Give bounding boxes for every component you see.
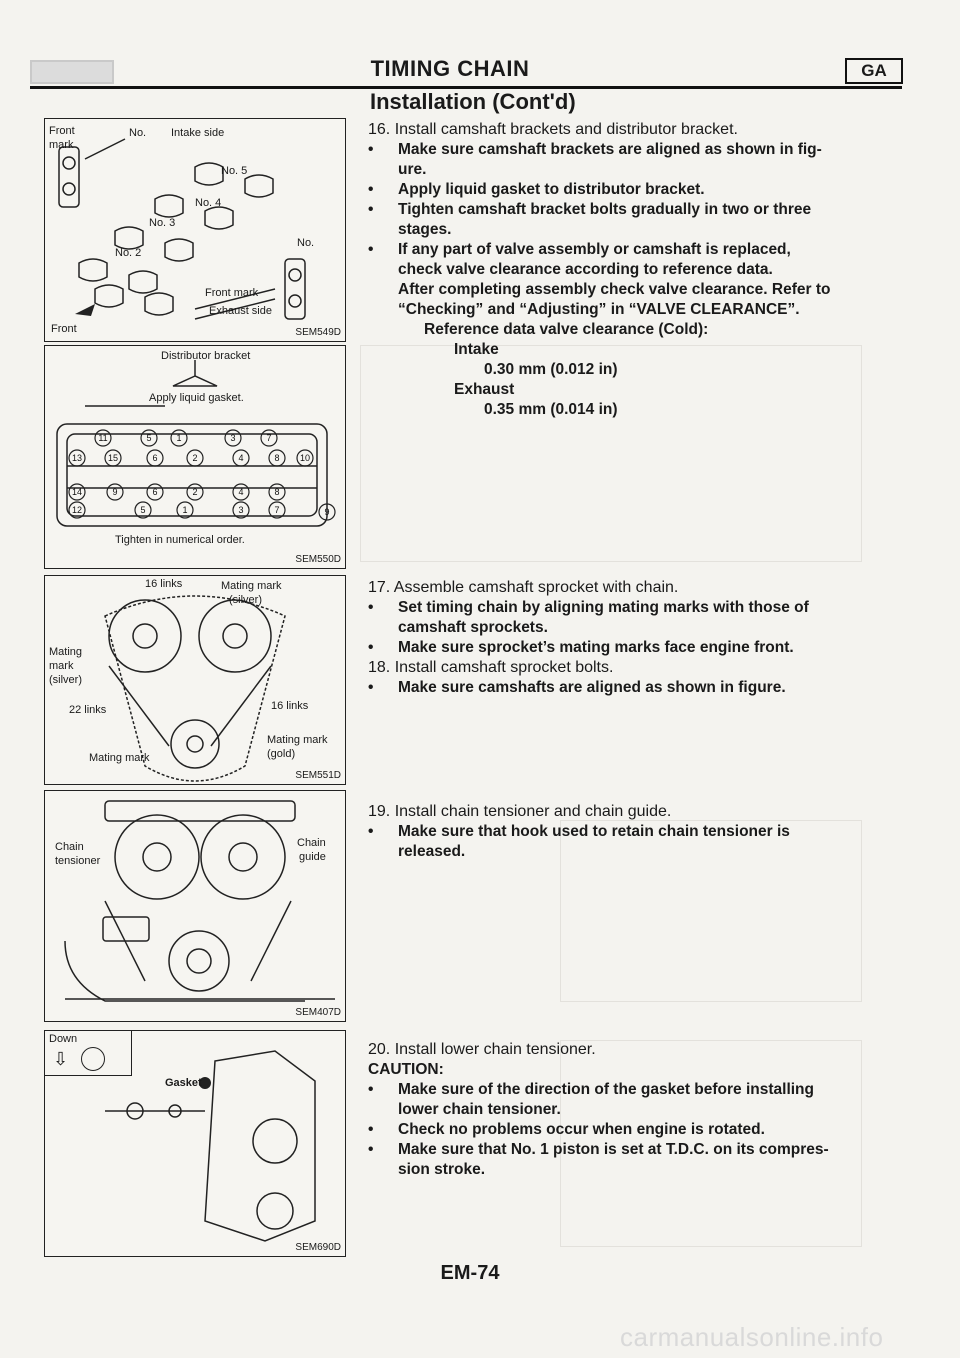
fig-label: (silver) xyxy=(229,594,262,606)
figure-bolt-order xyxy=(44,345,346,569)
exhaust-label: Exhaust xyxy=(454,381,515,398)
bullet-item xyxy=(368,1080,868,1100)
fig-label: guide xyxy=(299,851,326,863)
bullet-item xyxy=(368,638,868,658)
section-tag xyxy=(30,60,114,84)
bullet-glyph: • xyxy=(368,1081,374,1098)
bullet-cont: After completing assembly check valve clearance. Refer to xyxy=(398,281,831,298)
tensioner-icon xyxy=(81,1047,105,1071)
bullet-cont: check valve clearance according to reference data. xyxy=(398,261,773,278)
chain-tensioner-illustration xyxy=(45,791,345,1021)
bullet-item xyxy=(368,180,868,200)
fig-label: No. 2 xyxy=(115,247,142,259)
figure-code: SEM690D xyxy=(295,1242,341,1253)
bolt-number: 12 xyxy=(71,505,83,515)
bullet-glyph: • xyxy=(368,241,374,258)
step-19: 19. Install chain tensioner and chain guide. xyxy=(368,803,672,820)
section-17-18 xyxy=(368,578,868,698)
bolt-number: 4 xyxy=(238,487,244,497)
section-badge: GA xyxy=(845,58,903,84)
fig-label: No. xyxy=(297,237,315,249)
bullet-text: Make sure camshaft brackets are aligned as shown in fig- xyxy=(398,141,822,158)
figure-chain-tensioner xyxy=(44,790,346,1022)
fig-label: Intake side xyxy=(171,127,225,139)
bolt-number: 8 xyxy=(274,487,280,497)
bullet-glyph: • xyxy=(368,1141,374,1158)
bolt-number: 6 xyxy=(152,487,158,497)
bullet-text: Make sure of the direction of the gasket before installing xyxy=(398,1081,814,1098)
page-subtitle: Installation (Cont'd) xyxy=(370,89,576,114)
caution-label: CAUTION: xyxy=(368,1061,444,1078)
figure-camshaft-brackets xyxy=(44,118,346,342)
fig-label: No. 5 xyxy=(221,165,248,177)
fig-label: No. xyxy=(129,127,147,139)
fig-label: Gasket xyxy=(165,1077,202,1089)
bullet-text: Set timing chain by aligning mating marks with those of xyxy=(398,599,809,616)
section-20 xyxy=(368,1040,868,1180)
bolt-number: 2 xyxy=(192,487,198,497)
exhaust-value: 0.35 mm (0.014 in) xyxy=(484,401,618,418)
intake-value: 0.30 mm (0.012 in) xyxy=(484,361,618,378)
fig-label: Tighten in numerical order. xyxy=(115,534,245,546)
down-arrow-icon: ⇩ xyxy=(53,1049,69,1069)
bolt-number: 13 xyxy=(71,453,83,463)
figure-lower-tensioner xyxy=(44,1030,346,1257)
step-17: 17. Assemble camshaft sprocket with chain. xyxy=(368,579,679,596)
bolt-number: 2 xyxy=(192,453,198,463)
bolt-number: 7 xyxy=(266,433,272,443)
bolt-number: 9 xyxy=(324,507,330,517)
bolt-number: 3 xyxy=(230,433,236,443)
fig-label: Apply liquid gasket. xyxy=(149,392,244,404)
bolt-number: 8 xyxy=(274,453,280,463)
step-20: 20. Install lower chain tensioner. xyxy=(368,1041,596,1058)
intake-label: Intake xyxy=(454,341,499,358)
bolt-number: 1 xyxy=(182,505,188,515)
reference-title: Reference data valve clearance (Cold): xyxy=(424,321,709,338)
bolt-number: 9 xyxy=(112,487,118,497)
bullet-glyph: • xyxy=(368,599,374,616)
step-16: 16. Install camshaft brackets and distributor bracket. xyxy=(368,121,738,138)
down-indicator-box xyxy=(45,1031,132,1076)
bolt-number: 7 xyxy=(274,505,280,515)
bullet-cont: ure. xyxy=(398,161,427,178)
bullet-item xyxy=(368,200,868,220)
bullet-text: If any part of valve assembly or camshaft is replaced, xyxy=(398,241,791,258)
bullet-item xyxy=(368,1140,868,1160)
bullet-glyph: • xyxy=(368,639,374,656)
bolt-number: 5 xyxy=(140,505,146,515)
fig-label: (silver) xyxy=(49,674,82,686)
fig-label: 16 links xyxy=(271,700,309,712)
bullet-item xyxy=(368,822,868,842)
watermark: carmanualsonline.info xyxy=(620,1322,884,1352)
figure-code: SEM407D xyxy=(295,1007,341,1018)
bolt-number: 1 xyxy=(176,433,182,443)
page-title: TIMING CHAIN xyxy=(370,56,530,81)
fig-label: No. 3 xyxy=(149,217,176,229)
fig-label: mark xyxy=(49,139,74,151)
fig-label: Distributor bracket xyxy=(161,350,251,362)
bullet-item xyxy=(368,678,868,698)
bullet-text: Make sure camshafts are aligned as shown in figure. xyxy=(398,679,786,696)
bolt-number: 5 xyxy=(146,433,152,443)
bullet-cont: camshaft sprockets. xyxy=(398,619,548,636)
fig-label: 16 links xyxy=(145,578,183,590)
bullet-item xyxy=(368,1120,868,1140)
bolt-number: 10 xyxy=(299,453,311,463)
fig-label: Down xyxy=(49,1033,78,1045)
bolt-number: 3 xyxy=(238,505,244,515)
bullet-glyph: • xyxy=(368,1121,374,1138)
bolt-number: 6 xyxy=(152,453,158,463)
section-16 xyxy=(368,120,868,420)
bullet-glyph: • xyxy=(368,141,374,158)
bullet-glyph: • xyxy=(368,823,374,840)
figure-code: SEM551D xyxy=(295,770,341,781)
bullet-text: Make sure that hook used to retain chain tensioner is xyxy=(398,823,790,840)
bullet-text: Make sure sprocket’s mating marks face engine front. xyxy=(398,639,794,656)
fig-label: Mating mark xyxy=(89,752,150,764)
bullet-item xyxy=(368,240,868,260)
fig-label: Mating mark xyxy=(267,734,328,746)
bullet-text: Make sure that No. 1 piston is set at T.D.C. on its compres- xyxy=(398,1141,829,1158)
step-18: 18. Install camshaft sprocket bolts. xyxy=(368,659,614,676)
fig-label: mark xyxy=(49,660,74,672)
bullet-glyph: • xyxy=(368,181,374,198)
fig-label: Front xyxy=(49,125,75,137)
fig-label: Front mark xyxy=(205,287,259,299)
fig-label: tensioner xyxy=(55,855,101,867)
bullet-glyph: • xyxy=(368,201,374,218)
fig-label: Chain xyxy=(55,841,84,853)
bullet-text: Check no problems occur when engine is rotated. xyxy=(398,1121,765,1138)
fig-label: 22 links xyxy=(69,704,107,716)
bullet-item xyxy=(368,140,868,160)
fig-label: Mating mark xyxy=(221,580,282,592)
section-19 xyxy=(368,802,868,862)
fig-label: Exhaust side xyxy=(209,305,272,317)
fig-label: No. 4 xyxy=(195,197,222,209)
camshaft-bracket-illustration xyxy=(45,119,345,341)
bullet-cont: “Checking” and “Adjusting” in “VALVE CLEARANCE”. xyxy=(398,301,800,318)
figure-code: SEM549D xyxy=(295,327,341,338)
front-arrow-icon xyxy=(75,304,95,316)
fig-label: Front xyxy=(51,323,77,335)
bullet-text: Tighten camshaft bracket bolts gradually in two or three xyxy=(398,201,812,218)
bolt-number: 11 xyxy=(98,433,108,443)
figure-timing-chain xyxy=(44,575,346,785)
bullet-cont: released. xyxy=(398,843,466,860)
bullet-cont: lower chain tensioner. xyxy=(398,1101,561,1118)
figure-code: SEM550D xyxy=(295,554,341,565)
bullet-glyph: • xyxy=(368,679,374,696)
fig-label: (gold) xyxy=(267,748,296,760)
fig-label: Chain xyxy=(297,837,326,849)
bolt-number: 4 xyxy=(238,453,244,463)
bullet-cont: stages. xyxy=(398,221,452,238)
bolt-number: 15 xyxy=(107,453,119,463)
bolt-number: 14 xyxy=(71,487,83,497)
bullet-text: Apply liquid gasket to distributor bracket. xyxy=(398,181,705,198)
bullet-item xyxy=(368,598,868,618)
bullet-cont: sion stroke. xyxy=(398,1161,485,1178)
fig-label: Mating xyxy=(49,646,83,658)
page-number: EM-74 xyxy=(440,1262,500,1284)
